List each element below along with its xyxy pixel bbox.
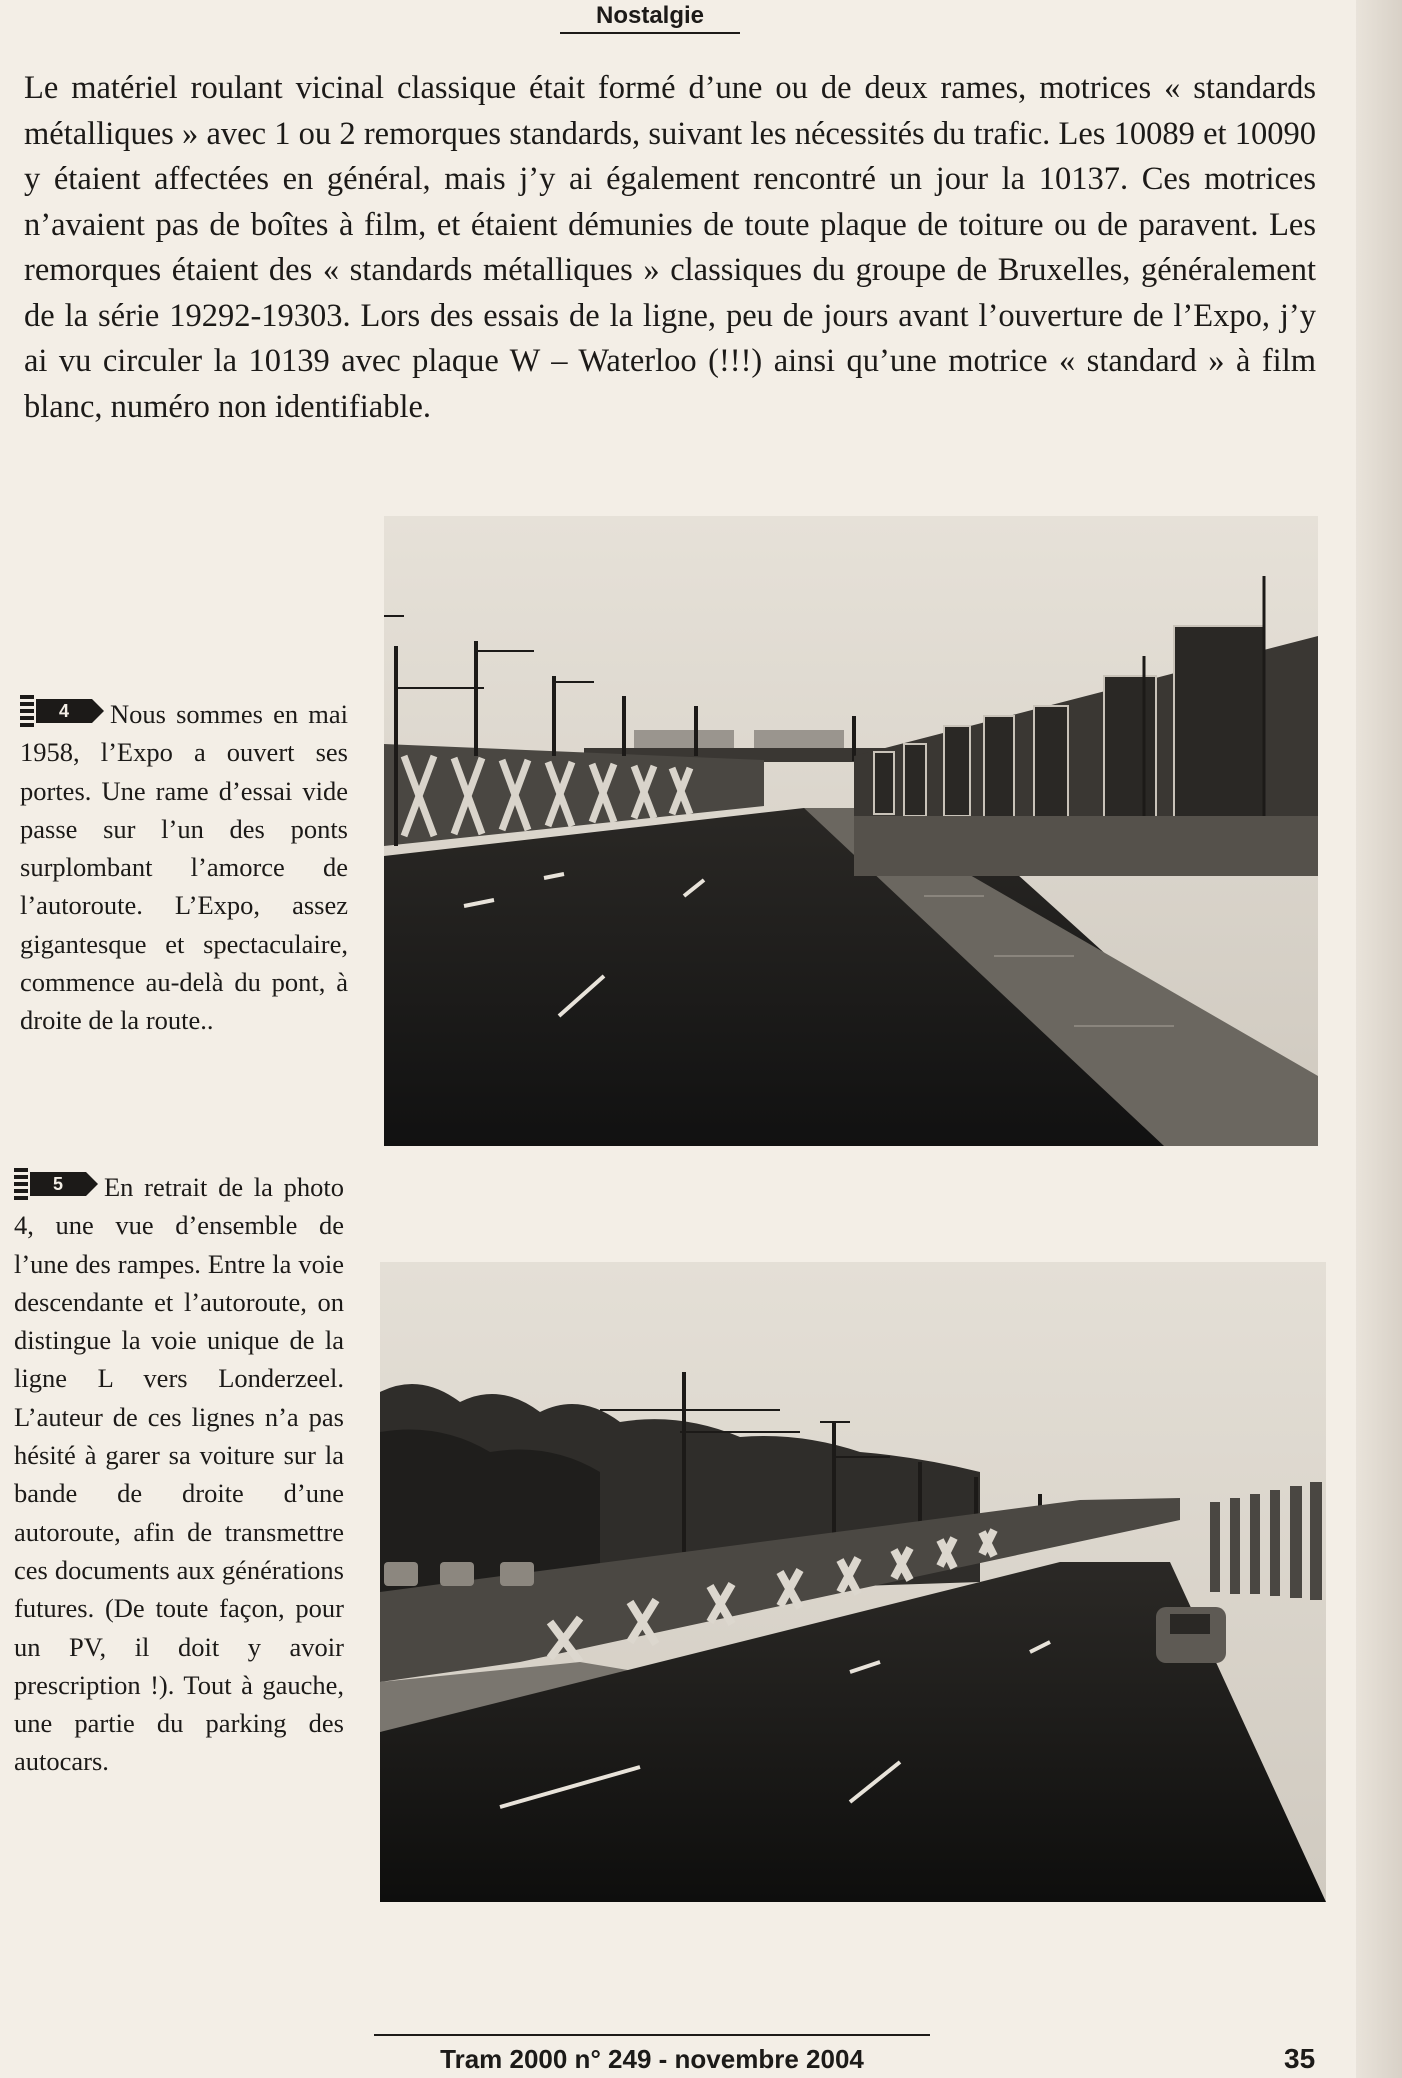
footer-publication: Tram 2000 n° 249 - novembre 2004 — [440, 2044, 864, 2074]
caption-text: En retrait de la photo 4, une vue d’ensemble de l’une des rampes. Entre la voie descendante et l’autoroute, on distingue la voie unique de la ligne L vers Londerzeel. L’auteur de ces lignes n’a pas hésité à garer sa voiture sur la bande de droite d’une autoroute, afin de transmettre ces documents aux générations futures. (De toute façon, pour un PV, il doit y avoir prescription !). Tout à gauche, une partie du parking des autocars. — [14, 1172, 344, 1777]
page-edge — [1356, 0, 1402, 2078]
caption-photo-5 — [14, 1168, 344, 1781]
photo-number-badge: 5 — [30, 1172, 86, 1196]
section-header: Nostalgie — [560, 0, 740, 34]
footer-rule — [374, 2034, 930, 2036]
page-number: 35 — [1284, 2043, 1316, 2074]
film-strip-icon — [14, 1168, 98, 1200]
caption-text: Nous sommes en mai 1958, l’Expo a ouvert ses portes. Une rame d’essai vide passe sur l’un des ponts surplombant l’amorce de l’autoroute. L’Expo, assez gigantesque et spectaculaire, commence au-delà du pont, à droite de la route.. — [20, 699, 348, 1036]
intro-paragraph: Le matériel roulant vicinal classique était formé d’une ou de deux rames, motrices « standards métalliques » avec 1 ou 2 remorques standards, suivant les nécessités du trafic. Les 10089 et 10090 y étaient affectées en général, mais j’y ai également rencontré un jour la 10137. Ces motrices n’avaient pas de boîtes à film, et étaient démunies de toute plaque de toiture ou de paravent. Les remorques étaient des « standards métalliques » classiques du groupe de Bruxelles, généralement de la série 19292-19303. Lors des essais de la ligne, peu de jours avant l’ouverture de l’Expo, j’y ai vu circuler la 10139 avec plaque W – Waterloo (!!!) ainsi qu’une motrice « standard » à film blanc, numéro non identifiable. — [24, 70, 1316, 425]
photo-5 — [380, 1262, 1326, 1902]
film-strip-icon — [20, 695, 104, 727]
photo-4 — [384, 516, 1318, 1146]
caption-photo-4 — [20, 695, 348, 1040]
photo-number-badge: 4 — [36, 699, 92, 723]
